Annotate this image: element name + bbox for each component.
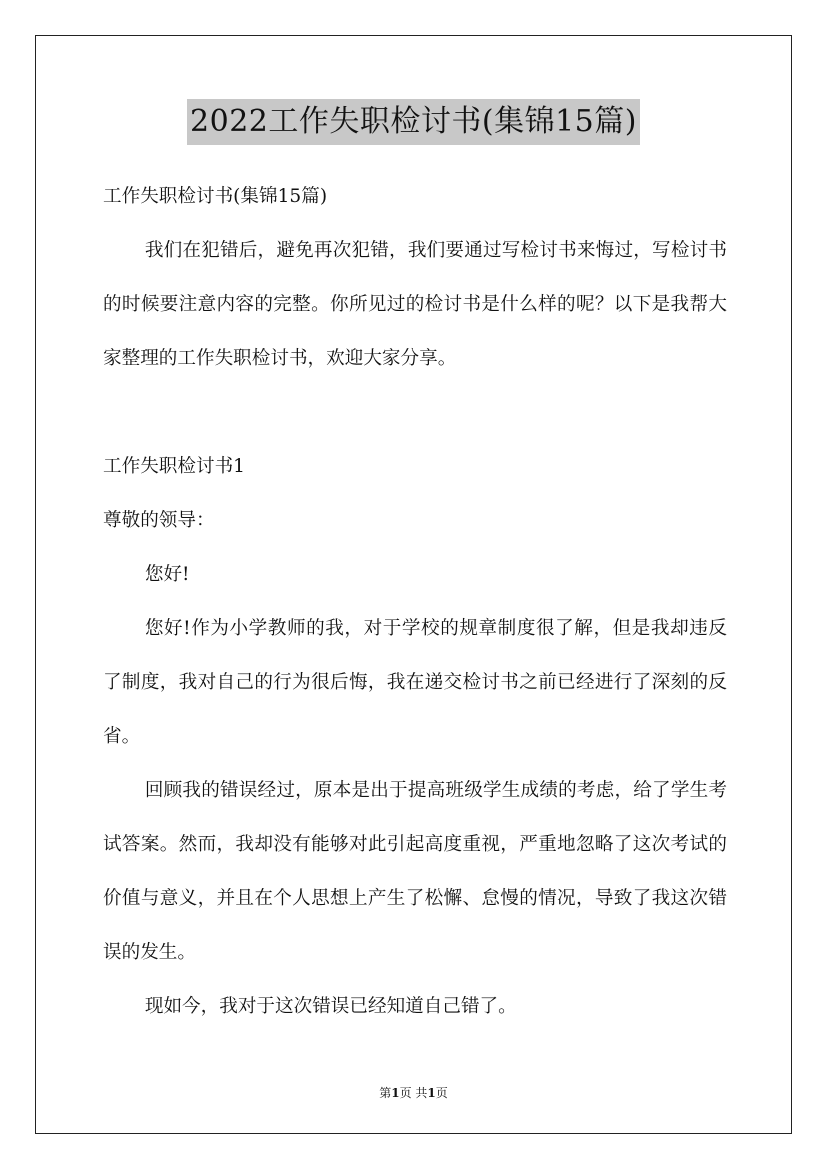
page-prefix: 第 [379, 1086, 392, 1100]
intro-paragraph: 我们在犯错后，避免再次犯错，我们要通过写检讨书来悔过，写检讨书的时候要注意内容的完整。你所见过的检讨书是什么样的呢？以下是我帮大家整理的工作失职检讨书，欢迎大家分享。 [103, 240, 727, 369]
page-mid: 页 共 [399, 1086, 428, 1100]
greeting: 您好! [144, 564, 190, 585]
salutation: 尊敬的领导： [103, 510, 215, 531]
page-current: 1 [391, 1086, 400, 1100]
section-heading: 工作失职检讨书1 [103, 456, 245, 477]
title-container [0, 99, 827, 145]
document-title: 2022工作失职检讨书(集锦15篇) [187, 99, 640, 145]
subtitle-paragraph: 工作失职检讨书(集锦15篇) [103, 186, 328, 207]
body-paragraph-2: 回顾我的错误经过，原本是出于提高班级学生成绩的考虑，给了学生考试答案。然而，我却没有能够对此引起高度重视，严重地忽略了这次考试的价值与意义，并且在个人思想上产生了松懈、怠慢的情况，导致了我这次错误的发生。 [103, 780, 727, 963]
body-paragraph-1: 您好!作为小学教师的我，对于学校的规章制度很了解，但是我却违反了制度，我对自己的行为很后悔，我在递交检讨书之前已经进行了深刻的反省。 [103, 618, 727, 747]
body-paragraph-3: 现如今，我对于这次错误已经知道自己错了。 [144, 996, 517, 1017]
page-suffix: 页 [435, 1086, 448, 1100]
page-footer [0, 1083, 827, 1103]
document-body [103, 170, 727, 1034]
page-total: 1 [427, 1086, 436, 1100]
paragraph-spacer [103, 386, 727, 440]
